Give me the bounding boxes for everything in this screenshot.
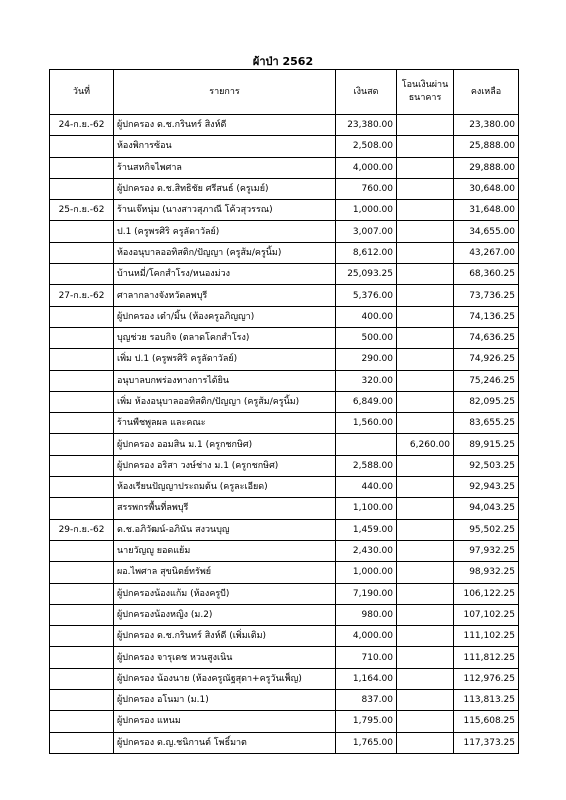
cell-description: ร้านสหกิจไพศาล <box>114 157 336 178</box>
cell-description: ศาลากลางจังหวัดลพบุรี <box>114 285 336 306</box>
cell-description: ผู้ปกครอง อโนมา (ม.1) <box>114 690 336 711</box>
cell-cash: 2,430.00 <box>336 540 397 561</box>
table-row <box>50 370 519 391</box>
cell-transfer <box>397 306 454 327</box>
cell-balance: 106,122.25 <box>454 583 519 604</box>
cell-transfer <box>397 562 454 583</box>
cell-date <box>50 668 114 689</box>
cell-cash: 1,000.00 <box>336 200 397 221</box>
cell-date <box>50 711 114 732</box>
cell-date: 24-ก.ย.-62 <box>50 115 114 136</box>
cell-description: ห้องพิการซ้อน <box>114 136 336 157</box>
cell-date <box>50 413 114 434</box>
cell-transfer <box>397 732 454 753</box>
cell-date <box>50 498 114 519</box>
table-row <box>50 711 519 732</box>
cell-transfer <box>397 157 454 178</box>
cell-transfer <box>397 711 454 732</box>
cell-transfer <box>397 221 454 242</box>
cell-date: 25-ก.ย.-62 <box>50 200 114 221</box>
cell-cash: 760.00 <box>336 178 397 199</box>
cell-cash: 8,612.00 <box>336 242 397 263</box>
cell-balance: 74,926.25 <box>454 349 519 370</box>
cell-date <box>50 136 114 157</box>
cell-balance: 98,932.25 <box>454 562 519 583</box>
cell-date <box>50 732 114 753</box>
cell-transfer <box>397 242 454 263</box>
table-row <box>50 178 519 199</box>
cell-cash: 500.00 <box>336 327 397 348</box>
cell-balance: 25,888.00 <box>454 136 519 157</box>
cell-date <box>50 327 114 348</box>
table-row <box>50 413 519 434</box>
cell-description: เพิ่ม ห้องอนุบาลออทิสติก/ปัญญา (ครูส้ม/ครูนิ้ม) <box>114 391 336 412</box>
cell-balance: 73,736.25 <box>454 285 519 306</box>
cell-description: ผู้ปกครอง จารุเดช หวนสูงเนิน <box>114 647 336 668</box>
cell-transfer <box>397 264 454 285</box>
cell-cash: 23,380.00 <box>336 115 397 136</box>
cell-balance: 68,360.25 <box>454 264 519 285</box>
header-balance: คงเหลือ <box>454 70 519 115</box>
cell-balance: 74,136.25 <box>454 306 519 327</box>
header-row <box>50 70 519 115</box>
cell-transfer <box>397 626 454 647</box>
cell-description: สรรพกรพื้นที่ลพบุรี <box>114 498 336 519</box>
header-description: รายการ <box>114 70 336 115</box>
table-row <box>50 477 519 498</box>
cell-cash: 4,000.00 <box>336 157 397 178</box>
table-row <box>50 583 519 604</box>
cell-balance: 83,655.25 <box>454 413 519 434</box>
cell-date <box>50 626 114 647</box>
cell-cash: 320.00 <box>336 370 397 391</box>
cell-cash <box>336 434 397 455</box>
cell-cash: 3,007.00 <box>336 221 397 242</box>
cell-cash: 1,560.00 <box>336 413 397 434</box>
ledger-body <box>50 115 519 754</box>
cell-transfer <box>397 498 454 519</box>
cell-date <box>50 178 114 199</box>
table-row <box>50 221 519 242</box>
cell-date: 27-ก.ย.-62 <box>50 285 114 306</box>
cell-description: ผู้ปกครองน้องหญิง (ม.2) <box>114 604 336 625</box>
table-row <box>50 242 519 263</box>
cell-transfer <box>397 413 454 434</box>
cell-balance: 23,380.00 <box>454 115 519 136</box>
cell-date: 29-ก.ย.-62 <box>50 519 114 540</box>
cell-date <box>50 455 114 476</box>
cell-balance: 74,636.25 <box>454 327 519 348</box>
cell-date <box>50 690 114 711</box>
table-row <box>50 306 519 327</box>
cell-description: ผู้ปกครองน้องแก้ม (ห้องครูบี) <box>114 583 336 604</box>
cell-balance: 34,655.00 <box>454 221 519 242</box>
table-row <box>50 200 519 221</box>
cell-transfer <box>397 455 454 476</box>
cell-balance: 113,813.25 <box>454 690 519 711</box>
ledger-table <box>49 69 519 754</box>
cell-balance: 94,043.25 <box>454 498 519 519</box>
cell-description: ผอ.ไพศาล สุขนิตย์ทรัพย์ <box>114 562 336 583</box>
header-date: วันที่ <box>50 70 114 115</box>
table-row <box>50 327 519 348</box>
table-row <box>50 690 519 711</box>
table-row <box>50 732 519 753</box>
table-row <box>50 157 519 178</box>
cell-description: ผู้ปกครอง แหนม <box>114 711 336 732</box>
header-transfer: โอนเงินผ่านธนาคาร <box>397 70 454 115</box>
cell-cash: 1,164.00 <box>336 668 397 689</box>
cell-date <box>50 434 114 455</box>
cell-transfer <box>397 136 454 157</box>
cell-transfer <box>397 200 454 221</box>
cell-transfer <box>397 540 454 561</box>
cell-description: ผู้ปกครอง น้องนาย (ห้องครูณัฐสุดา+ครูวันเพ็ญ) <box>114 668 336 689</box>
cell-description: ผู้ปกครอง ออมสิน ม.1 (ครูกชกษิศ) <box>114 434 336 455</box>
cell-description: ผู้ปกครอง ด.ช.กรินทร์ สิงห์ดี <box>114 115 336 136</box>
cell-description: บ้านหมี่/โคกสำโรง/หนองม่วง <box>114 264 336 285</box>
cell-cash: 400.00 <box>336 306 397 327</box>
cell-balance: 117,373.25 <box>454 732 519 753</box>
cell-transfer <box>397 285 454 306</box>
cell-date <box>50 242 114 263</box>
cell-transfer <box>397 370 454 391</box>
cell-transfer <box>397 349 454 370</box>
cell-balance: 43,267.00 <box>454 242 519 263</box>
cell-cash: 2,588.00 <box>336 455 397 476</box>
cell-balance: 107,102.25 <box>454 604 519 625</box>
cell-date <box>50 349 114 370</box>
cell-cash: 1,459.00 <box>336 519 397 540</box>
cell-balance: 30,648.00 <box>454 178 519 199</box>
table-row <box>50 349 519 370</box>
cell-cash: 290.00 <box>336 349 397 370</box>
table-row <box>50 498 519 519</box>
cell-description: อนุบาลบกพร่องทางการได้ยิน <box>114 370 336 391</box>
cell-transfer: 6,260.00 <box>397 434 454 455</box>
cell-balance: 97,932.25 <box>454 540 519 561</box>
cell-date <box>50 306 114 327</box>
cell-cash: 6,849.00 <box>336 391 397 412</box>
cell-description: ผู้ปกครอง ด.ช.สิทธิชัย ศรีสนธ์ (ครูเมย์) <box>114 178 336 199</box>
cell-transfer <box>397 519 454 540</box>
cell-description: บุญช่วย รอบกิจ (ตลาดโคกสำโรง) <box>114 327 336 348</box>
cell-date <box>50 157 114 178</box>
cell-date <box>50 264 114 285</box>
cell-transfer <box>397 327 454 348</box>
cell-balance: 82,095.25 <box>454 391 519 412</box>
cell-balance: 111,102.25 <box>454 626 519 647</box>
cell-date <box>50 604 114 625</box>
cell-description: ผู้ปกครอง ด.ญ.ชนิกานต์ โพธิ์มาต <box>114 732 336 753</box>
cell-balance: 112,976.25 <box>454 668 519 689</box>
cell-description: ผู้ปกครอง ด.ช.กรินทร์ สิงห์ดี (เพิ่มเติม) <box>114 626 336 647</box>
cell-cash: 837.00 <box>336 690 397 711</box>
cell-balance: 31,648.00 <box>454 200 519 221</box>
cell-balance: 89,915.25 <box>454 434 519 455</box>
cell-date <box>50 391 114 412</box>
cell-cash: 980.00 <box>336 604 397 625</box>
cell-description: ร้านพืชพูลผล และคณะ <box>114 413 336 434</box>
cell-description: ป.1 (ครูพรศิริ ครูลัดาวัลย์) <box>114 221 336 242</box>
cell-balance: 92,503.25 <box>454 455 519 476</box>
document-title: ผ้าป่า 2562 <box>252 55 314 68</box>
cell-balance: 92,943.25 <box>454 477 519 498</box>
cell-balance: 115,608.25 <box>454 711 519 732</box>
table-row <box>50 264 519 285</box>
cell-cash: 710.00 <box>336 647 397 668</box>
table-row <box>50 285 519 306</box>
cell-cash: 25,093.25 <box>336 264 397 285</box>
cell-cash: 4,000.00 <box>336 626 397 647</box>
cell-cash: 5,376.00 <box>336 285 397 306</box>
table-row <box>50 540 519 561</box>
cell-date <box>50 583 114 604</box>
cell-transfer <box>397 604 454 625</box>
cell-date <box>50 562 114 583</box>
cell-description: ด.ช.อภิวัฒน์-อภินัน สงวนบุญ <box>114 519 336 540</box>
cell-date <box>50 647 114 668</box>
cell-balance: 95,502.25 <box>454 519 519 540</box>
cell-description: ห้องเรียนปัญญาประถมต้น (ครูละเอียด) <box>114 477 336 498</box>
table-row <box>50 562 519 583</box>
cell-description: ผู้ปกครอง อริสา วงษ์ช่าง ม.1 (ครูกชกษิศ) <box>114 455 336 476</box>
cell-description: ผู้ปกครอง เต๋า/มิ้น (ห้องครูอภิญญา) <box>114 306 336 327</box>
cell-transfer <box>397 668 454 689</box>
cell-balance: 75,246.25 <box>454 370 519 391</box>
cell-transfer <box>397 647 454 668</box>
table-row <box>50 391 519 412</box>
cell-date <box>50 477 114 498</box>
table-row <box>50 519 519 540</box>
cell-transfer <box>397 178 454 199</box>
cell-transfer <box>397 583 454 604</box>
table-row <box>50 115 519 136</box>
cell-cash: 7,190.00 <box>336 583 397 604</box>
cell-description: เพิ่ม ป.1 (ครูพรศิริ ครูลัดาวัลย์) <box>114 349 336 370</box>
table-row <box>50 604 519 625</box>
cell-cash: 1,765.00 <box>336 732 397 753</box>
cell-date <box>50 221 114 242</box>
cell-cash: 1,100.00 <box>336 498 397 519</box>
cell-date <box>50 540 114 561</box>
cell-cash: 2,508.00 <box>336 136 397 157</box>
cell-balance: 111,812.25 <box>454 647 519 668</box>
cell-transfer <box>397 690 454 711</box>
cell-balance: 29,888.00 <box>454 157 519 178</box>
table-row <box>50 136 519 157</box>
table-row <box>50 647 519 668</box>
table-row <box>50 434 519 455</box>
cell-transfer <box>397 477 454 498</box>
cell-description: นายวัญญู ยอดแย้ม <box>114 540 336 561</box>
cell-description: ร้านเจ๊หนุ่ม (นางสาวสุภาณี โค้วสุวรรณ) <box>114 200 336 221</box>
cell-cash: 1,795.00 <box>336 711 397 732</box>
header-cash: เงินสด <box>336 70 397 115</box>
cell-transfer <box>397 115 454 136</box>
table-row <box>50 626 519 647</box>
cell-transfer <box>397 391 454 412</box>
cell-date <box>50 370 114 391</box>
cell-description: ห้องอนุบาลออทิสติก/ปัญญา (ครูส้ม/ครูนิ้ม) <box>114 242 336 263</box>
table-row <box>50 668 519 689</box>
table-row <box>50 455 519 476</box>
cell-cash: 440.00 <box>336 477 397 498</box>
cell-cash: 1,000.00 <box>336 562 397 583</box>
